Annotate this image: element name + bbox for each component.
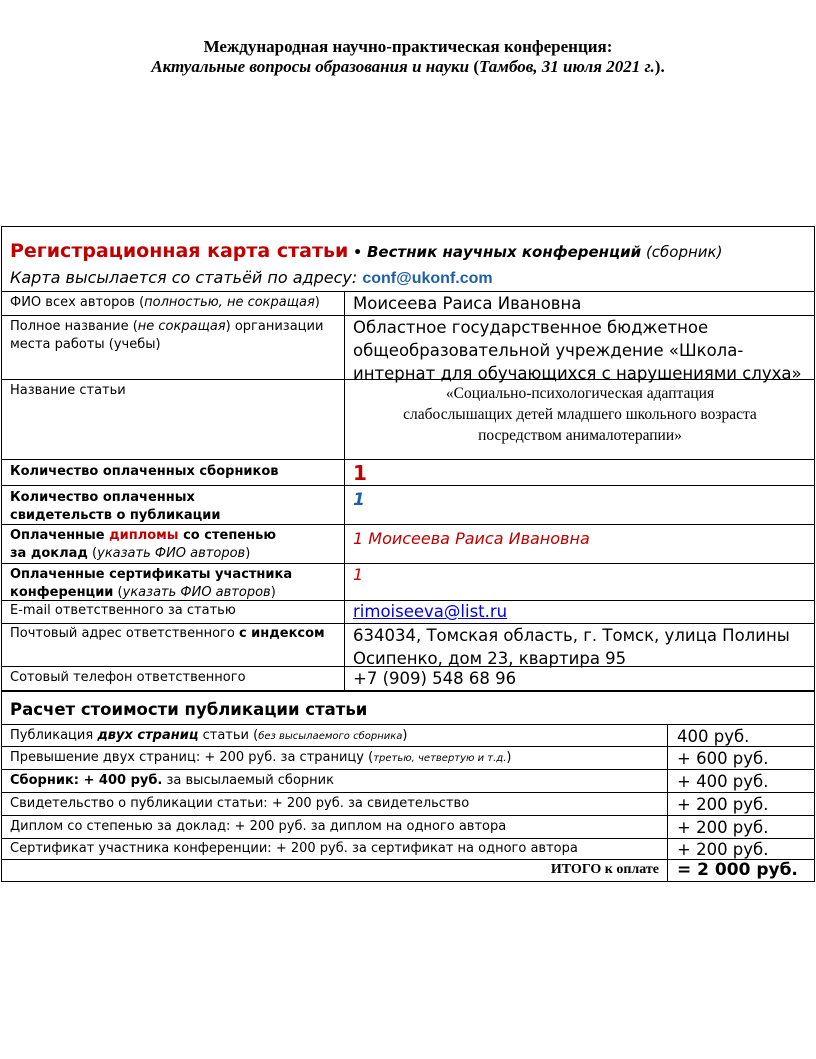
postal-label	[10, 625, 340, 643]
label-part: за высылаемый сборник	[162, 773, 334, 788]
label-part: свидетельств о публикации	[10, 508, 221, 523]
label-part: ФИО всех авторов (	[10, 295, 145, 310]
label-part: Оплаченные сертификаты участника	[10, 567, 293, 582]
divider	[2, 690, 814, 692]
email-label: E-mail ответственного за статью	[10, 603, 236, 618]
conference-topic: Актуальные вопросы образования и науки	[151, 57, 470, 76]
divider	[2, 563, 814, 564]
value-line: общеобразовательной учреждение «Школа-	[353, 341, 744, 360]
cost-heading: Расчет стоимости публикации статьи	[10, 700, 368, 719]
collections-value: 1	[353, 461, 367, 485]
collections-label: Количество оплаченных сборников	[10, 464, 279, 479]
cost-item-label: Свидетельство о публикации статьи: + 200 руб. за свидетельство	[10, 796, 470, 811]
value-line: посредством анималотерапии»	[478, 427, 682, 444]
cost-item-price: + 200 руб.	[677, 818, 769, 837]
postal-value	[353, 624, 813, 670]
label-part: со степенью	[178, 528, 276, 543]
cost-item-label	[10, 772, 660, 790]
label-part: )	[314, 295, 320, 310]
diplomas-value: 1 Моисеева Раиса Ивановна	[353, 529, 590, 548]
cost-item-label	[10, 727, 660, 746]
divider	[2, 485, 814, 486]
total-label: ИТОГО к оплате	[550, 862, 659, 877]
pub-certificates-label	[10, 489, 340, 525]
label-part: дипломы	[109, 528, 179, 543]
send-text: Карта высылается со статьёй по адресу:	[10, 268, 363, 287]
authors-label	[10, 294, 340, 312]
label-part: с индексом	[238, 626, 325, 641]
label-part: Превышение двух страниц: + 200 руб. за страницу (	[10, 750, 374, 765]
label-part: третью, четвертую и т.д.	[373, 753, 507, 764]
column-divider	[667, 724, 668, 881]
participant-cert-value: 1	[353, 565, 364, 584]
label-part: Почтовый адрес ответственного	[10, 626, 239, 641]
label-part: (	[113, 585, 123, 600]
label-part: указать ФИО авторов	[97, 546, 246, 561]
participant-cert-label	[10, 566, 340, 602]
label-part: Количество оплаченных	[10, 490, 195, 505]
cost-item-price: + 400 руб.	[677, 772, 769, 791]
cost-item-label: Сертификат участника конференции: + 200 руб. за сертификат на одного автора	[10, 841, 578, 856]
journal-name: Вестник научных конференций	[367, 243, 642, 261]
conference-subtitle	[0, 57, 816, 77]
value-line: слабослышащих детей младшего школьного возраста	[403, 406, 757, 423]
label-part: )	[506, 750, 512, 765]
label-part: места работы (учебы)	[10, 337, 161, 352]
label-part: Публикация	[10, 728, 98, 743]
cost-item-price: + 200 руб.	[677, 795, 769, 814]
authors-value: Моисеева Раиса Ивановна	[353, 294, 582, 313]
cost-item-price: + 200 руб.	[677, 840, 769, 859]
label-part: Оплаченные	[10, 528, 110, 543]
phone-label: Сотовый телефон ответственного	[10, 670, 246, 685]
column-divider	[344, 291, 345, 690]
label-part: Полное название (	[10, 319, 138, 334]
card-title-line	[10, 238, 810, 266]
value-line: Областное государственное бюджетное	[353, 318, 709, 337]
label-part: )	[245, 546, 251, 561]
label-part: конференции	[10, 585, 114, 600]
value-line: Осипенко, дом 23, квартира 95	[353, 649, 627, 668]
total-value: = 2 000 руб.	[677, 860, 798, 880]
label-part: двух страниц	[97, 728, 199, 743]
conference-place-date: Тамбов, 31 июля 2021 г.	[479, 57, 655, 76]
divider	[2, 459, 814, 460]
bullet: •	[348, 245, 367, 261]
org-value	[353, 316, 813, 385]
label-part: за доклад	[10, 546, 88, 561]
card-title: Регистрационная карта статьи	[10, 240, 349, 262]
label-part: не сокращая	[137, 319, 226, 334]
paren-open: (	[469, 57, 480, 76]
diplomas-label	[10, 527, 340, 563]
phone-value: +7 (909) 548 68 96	[353, 669, 517, 688]
value-line: интернат для обучающихся с нарушениями слуха»	[353, 364, 802, 383]
cost-item-price: 400 руб.	[677, 727, 750, 746]
pub-certificates-value: 1	[353, 490, 365, 510]
article-title-value	[348, 383, 812, 446]
paren-close: ).	[654, 57, 665, 76]
registration-card	[1, 226, 815, 882]
value-line: 634034, Томская область, г. Томск, улица Полины	[353, 626, 790, 645]
conference-title: Международная научно-практическая конференция:	[203, 37, 613, 56]
cost-item-label: Диплом со степенью за доклад: + 200 руб. за диплом на одного автора	[10, 819, 507, 834]
org-label	[10, 318, 340, 354]
journal-note: (сборник)	[641, 243, 723, 261]
label-part: )	[270, 585, 276, 600]
send-email[interactable]: conf@ukonf.com	[362, 270, 493, 287]
label-part: Сборник: + 400 руб.	[10, 773, 163, 788]
email-link[interactable]: rimoiseeva@list.ru	[353, 602, 508, 621]
article-title-label: Название статьи	[10, 383, 126, 398]
label-part: без высылаемого сборника	[258, 731, 403, 742]
label-part: указать ФИО авторов	[122, 585, 271, 600]
label-part: (	[87, 546, 98, 561]
label-part: статьи (	[198, 728, 259, 743]
label-part: )	[402, 728, 408, 743]
label-part: ) организации	[225, 319, 324, 334]
cost-item-label	[10, 749, 660, 768]
label-part: полностью, не сокращая	[144, 295, 315, 310]
send-line	[10, 267, 810, 290]
value-line: «Социально-психологическая адаптация	[445, 385, 715, 402]
cost-item-price: + 600 руб.	[677, 749, 769, 768]
